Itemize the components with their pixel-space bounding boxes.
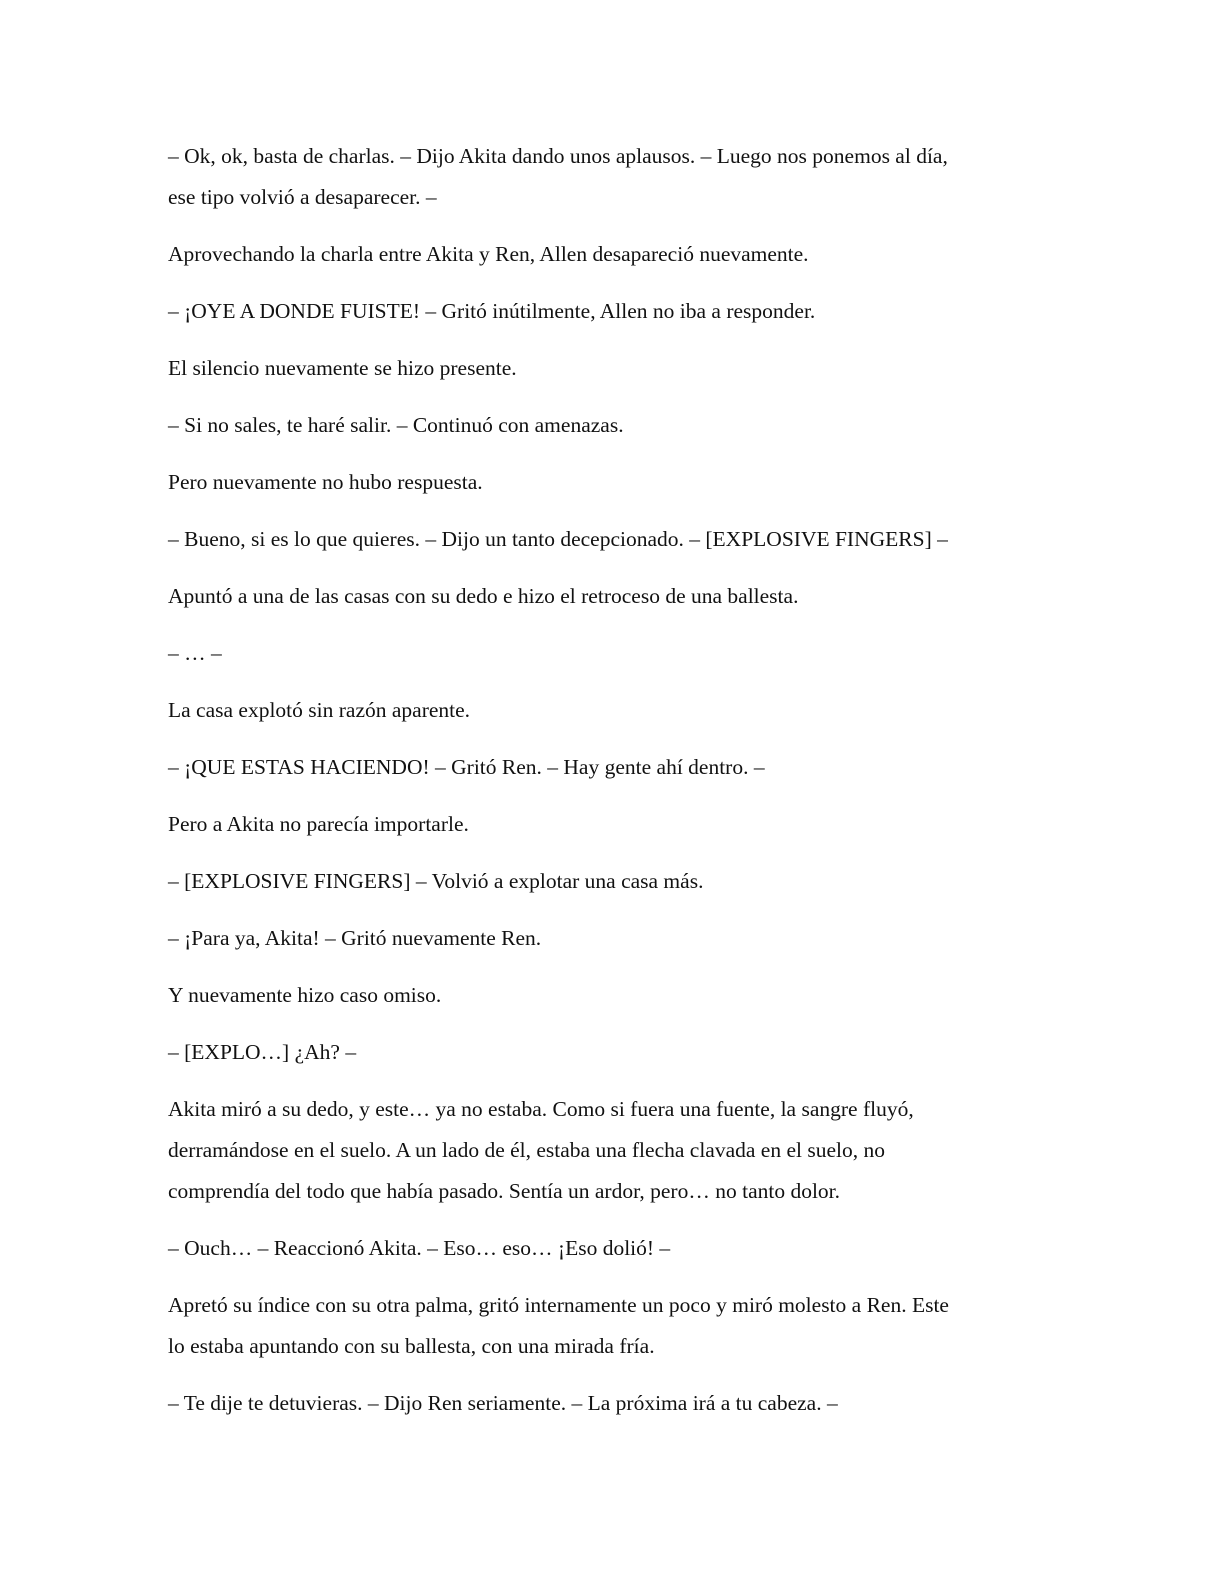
paragraph: [168, 291, 1048, 332]
paragraph: [168, 1032, 1048, 1073]
paragraph-line: – [EXPLOSIVE FINGERS] – Volvió a explotar una casa más.: [168, 869, 704, 893]
paragraph: [168, 861, 1048, 902]
paragraph: [168, 1285, 1048, 1367]
paragraph: [168, 405, 1048, 446]
paragraph-line: – Te dije te detuvieras. – Dijo Ren seriamente. – La próxima irá a tu cabeza. –: [168, 1391, 838, 1415]
paragraph: [168, 1089, 1048, 1212]
paragraph-line: comprendía del todo que había pasado. Sentía un ardor, pero… no tanto dolor.: [168, 1179, 841, 1203]
paragraph-line: – … –: [168, 641, 222, 665]
paragraph-line: – Ouch… – Reaccionó Akita. – Eso… eso… ¡Eso dolió! –: [168, 1236, 671, 1260]
paragraph-line: – Bueno, si es lo que quieres. – Dijo un tanto decepcionado. – [EXPLOSIVE FINGERS] –: [168, 527, 948, 551]
paragraph-line: Apretó su índice con su otra palma, gritó internamente un poco y miró molesto a Ren. Este: [168, 1293, 949, 1317]
paragraph-line: Akita miró a su dedo, y este… ya no estaba. Como si fuera una fuente, la sangre fluyó,: [168, 1097, 914, 1121]
paragraph: [168, 136, 1048, 218]
paragraph-line: Y nuevamente hizo caso omiso.: [168, 983, 442, 1007]
paragraph-line: – [EXPLO…] ¿Ah? –: [168, 1040, 357, 1064]
paragraph: [168, 1228, 1048, 1269]
paragraph: [168, 1383, 1048, 1424]
paragraph-line: Pero a Akita no parecía importarle.: [168, 812, 469, 836]
paragraph-line: – Ok, ok, basta de charlas. – Dijo Akita dando unos aplausos. – Luego nos ponemos al día,: [168, 144, 948, 168]
paragraph: [168, 918, 1048, 959]
paragraph: [168, 519, 1048, 560]
paragraph-line: Pero nuevamente no hubo respuesta.: [168, 470, 483, 494]
paragraph: [168, 576, 1048, 617]
paragraph-line: – ¡OYE A DONDE FUISTE! – Gritó inútilmente, Allen no iba a responder.: [168, 299, 816, 323]
document-body: [168, 136, 1048, 1440]
paragraph: [168, 804, 1048, 845]
paragraph-line: La casa explotó sin razón aparente.: [168, 698, 471, 722]
paragraph: [168, 348, 1048, 389]
paragraph: [168, 234, 1048, 275]
paragraph-line: – ¡Para ya, Akita! – Gritó nuevamente Ren.: [168, 926, 542, 950]
paragraph-line: Apuntó a una de las casas con su dedo e hizo el retroceso de una ballesta.: [168, 584, 799, 608]
paragraph-line: lo estaba apuntando con su ballesta, con una mirada fría.: [168, 1334, 655, 1358]
paragraph: [168, 747, 1048, 788]
paragraph-line: El silencio nuevamente se hizo presente.: [168, 356, 517, 380]
paragraph-line: derramándose en el suelo. A un lado de él, estaba una flecha clavada en el suelo, no: [168, 1138, 885, 1162]
paragraph-line: – ¡QUE ESTAS HACIENDO! – Gritó Ren. – Hay gente ahí dentro. –: [168, 755, 765, 779]
paragraph: [168, 690, 1048, 731]
paragraph-line: – Si no sales, te haré salir. – Continuó con amenazas.: [168, 413, 624, 437]
paragraph-line: ese tipo volvió a desaparecer. –: [168, 185, 437, 209]
paragraph: [168, 633, 1048, 674]
paragraph: [168, 975, 1048, 1016]
paragraph: [168, 462, 1048, 503]
paragraph-line: Aprovechando la charla entre Akita y Ren, Allen desapareció nuevamente.: [168, 242, 809, 266]
